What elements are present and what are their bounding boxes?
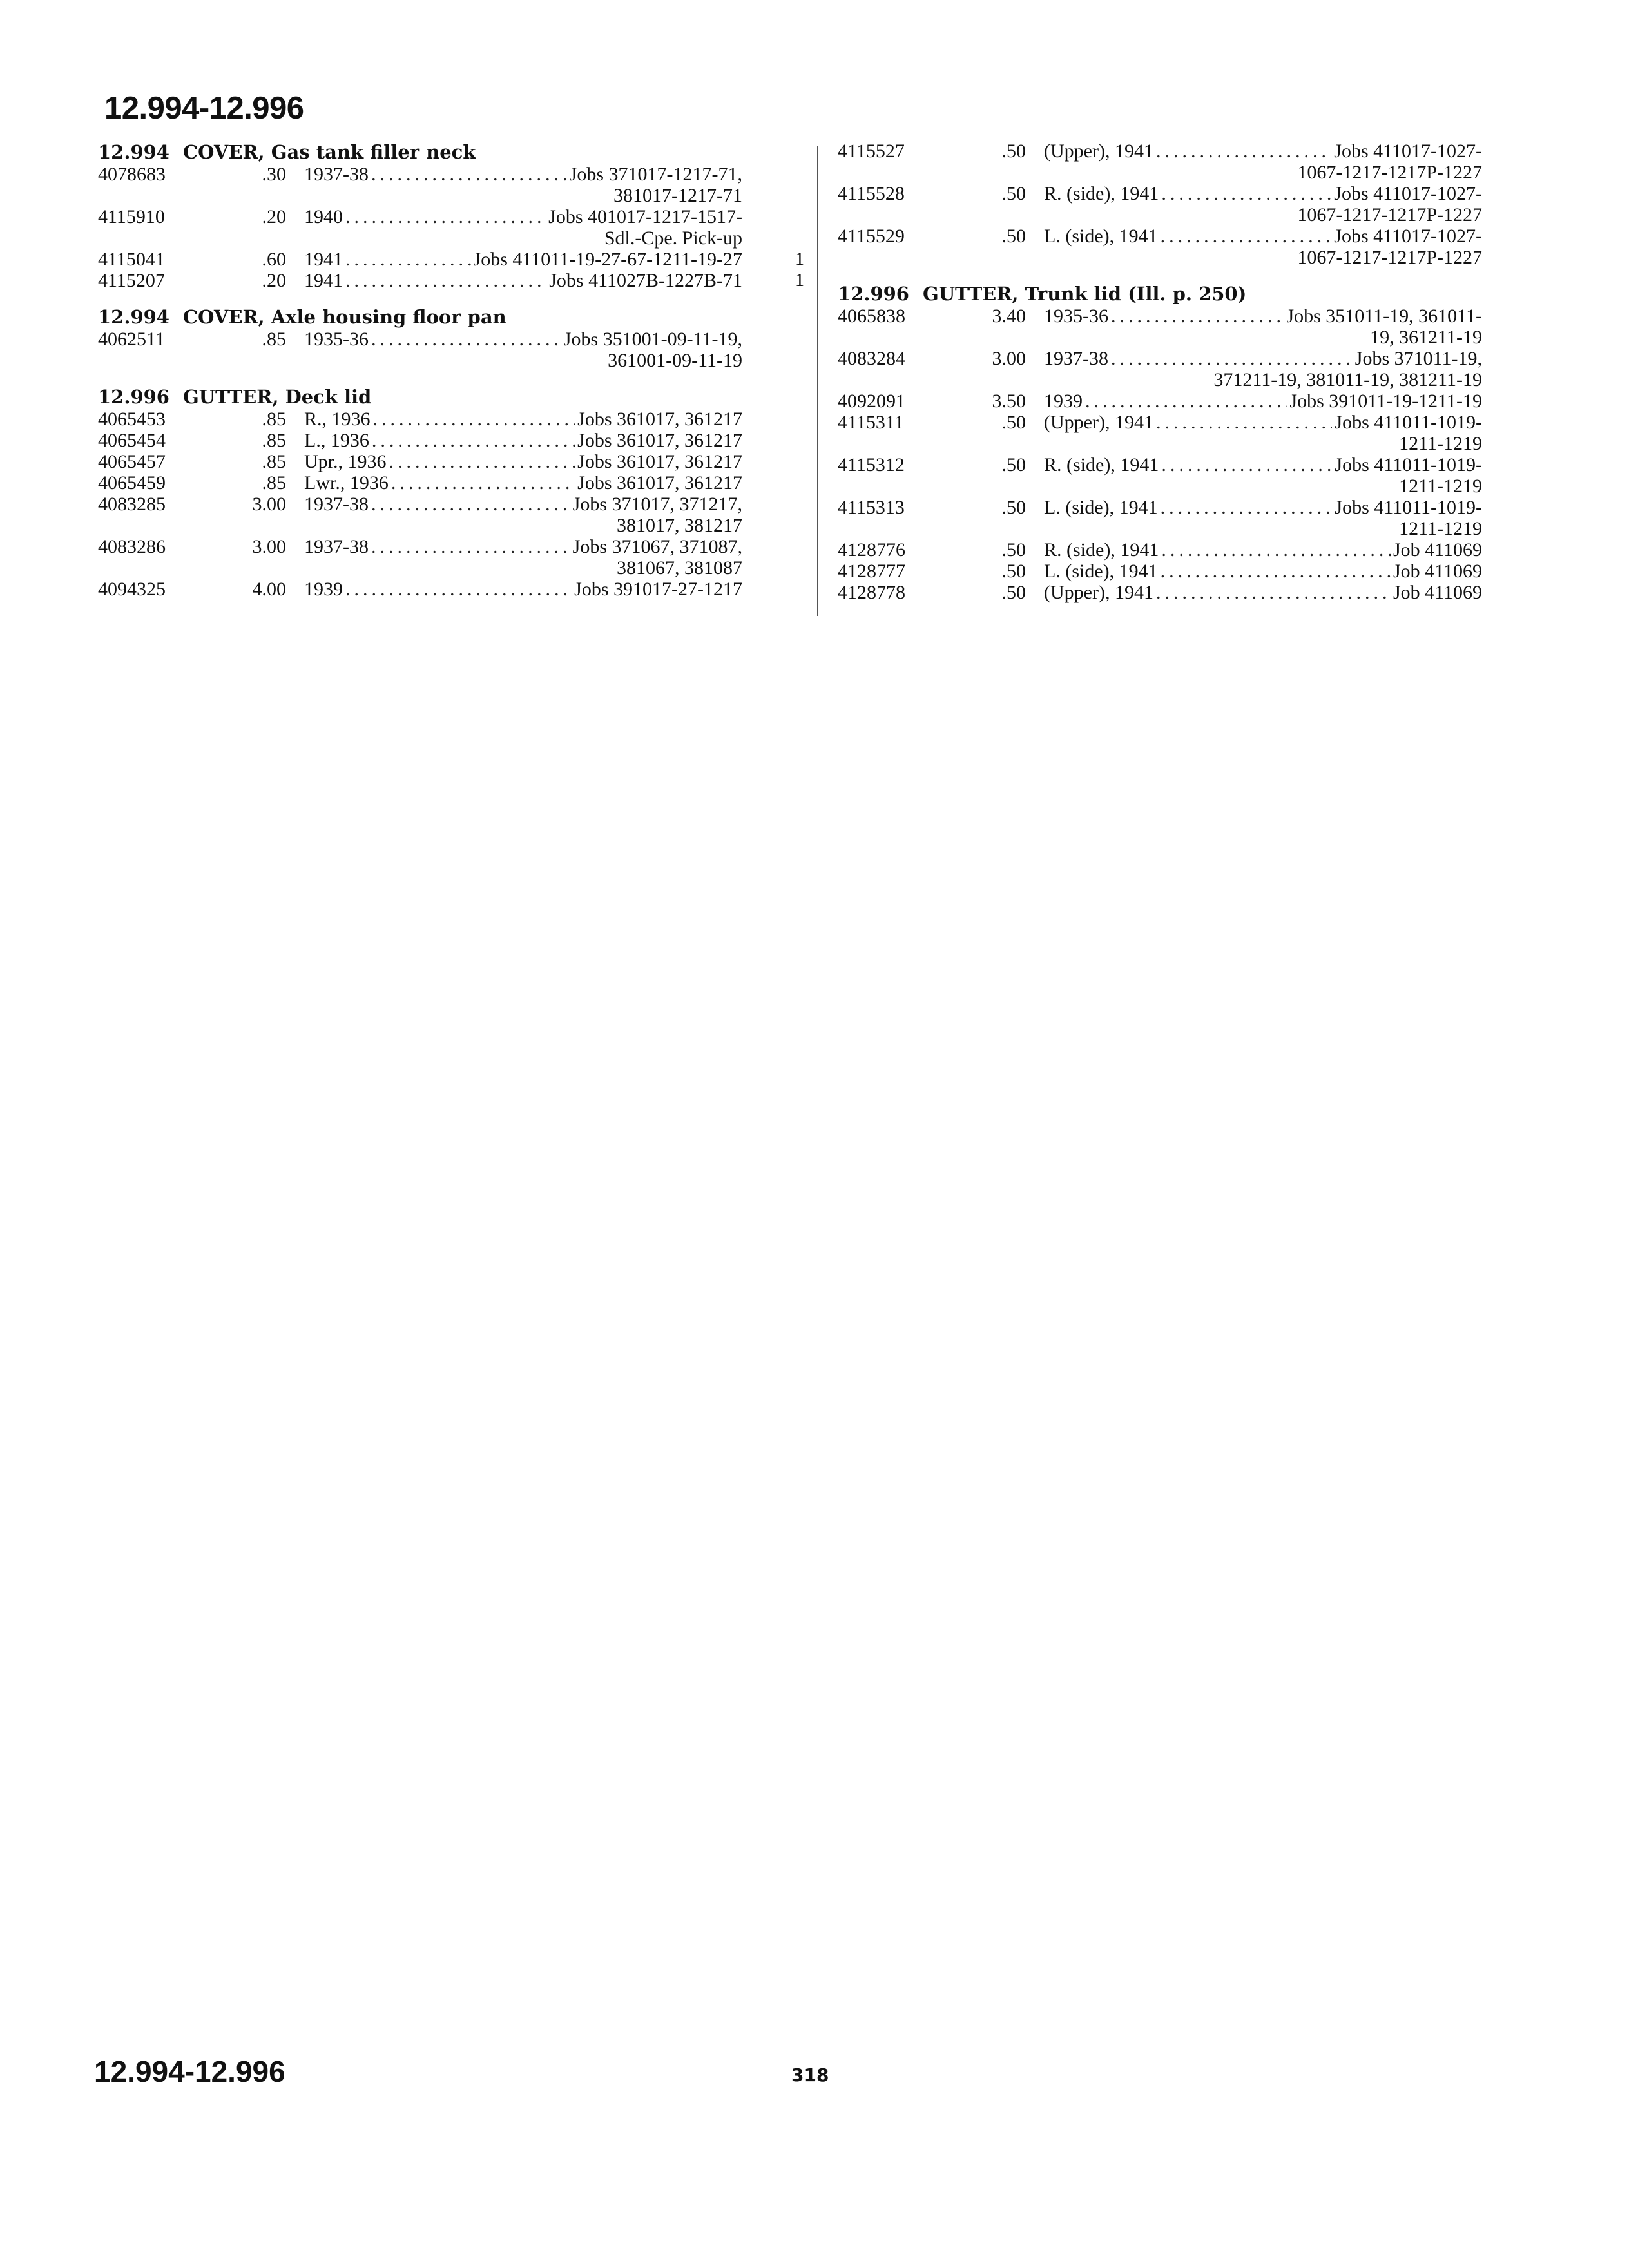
- job-numbers-continued: 19, 361211-19: [1370, 327, 1482, 348]
- entry-line: [98, 430, 742, 451]
- part-entry: [838, 561, 1482, 582]
- catalog-section: [98, 385, 742, 600]
- part-number: 4092091: [838, 390, 905, 412]
- part-price: 3.00: [252, 494, 286, 515]
- part-entry: [838, 539, 1482, 561]
- margin-mark: 1: [795, 249, 804, 269]
- job-numbers: Jobs 361017, 361217: [577, 451, 742, 472]
- part-price: .50: [1001, 582, 1026, 603]
- part-entry: [98, 249, 804, 270]
- part-description: 1937-38: [304, 164, 369, 185]
- column-divider: [817, 146, 818, 616]
- section-title: COVER, Axle housing floor pan: [183, 306, 506, 328]
- section-heading: [98, 140, 742, 164]
- part-number: 4065453: [98, 408, 166, 430]
- job-numbers: Job 411069: [1393, 561, 1482, 582]
- part-price: 3.40: [992, 305, 1026, 327]
- job-numbers-continued: 1211-1219: [1399, 518, 1482, 539]
- part-description: 1937-38: [304, 536, 369, 557]
- job-numbers-continued: 361001-09-11-19: [608, 350, 742, 371]
- part-price: .50: [1001, 226, 1026, 247]
- entry-line: [98, 164, 742, 185]
- part-entry: [838, 390, 1482, 412]
- job-numbers: Jobs 391011-19-1211-19: [1289, 390, 1482, 412]
- part-number: 4115529: [838, 226, 905, 247]
- job-numbers: Jobs 411027B-1227B-71: [549, 270, 742, 291]
- job-numbers: Jobs 411011-19-27-67-1211-19-27: [473, 249, 742, 270]
- part-price: 3.00: [252, 536, 286, 557]
- part-entry: [98, 164, 742, 206]
- part-number: 4115313: [838, 497, 905, 518]
- part-number: 4115207: [98, 270, 165, 291]
- job-numbers-continued: 381017, 381217: [617, 515, 742, 536]
- dot-leader: [389, 451, 575, 472]
- part-price: 3.50: [992, 390, 1026, 412]
- entry-line: [98, 408, 742, 430]
- job-numbers: Jobs 371017, 371217,: [572, 494, 742, 515]
- job-numbers: Jobs 411011-1019-: [1335, 454, 1482, 476]
- dot-leader: [1156, 412, 1332, 433]
- entry-line: [98, 451, 742, 472]
- part-number: 4065454: [98, 430, 166, 451]
- part-entry: [838, 412, 1482, 454]
- part-price: .50: [1001, 183, 1026, 204]
- part-number: 4083286: [98, 536, 166, 557]
- dot-leader: [1111, 348, 1353, 369]
- job-numbers-continued: 1211-1219: [1399, 433, 1482, 454]
- part-description: 1937-38: [304, 494, 369, 515]
- job-numbers: Jobs 411011-1019-: [1335, 497, 1482, 518]
- part-description: L., 1936: [304, 430, 369, 451]
- dot-leader: [371, 329, 561, 350]
- part-entry: [98, 270, 804, 291]
- job-numbers-continued: 1067-1217-1217P-1227: [1297, 204, 1482, 226]
- part-number: 4115910: [98, 206, 165, 227]
- part-description: 1941: [304, 270, 343, 291]
- section-number: 12.994: [98, 306, 169, 328]
- part-price: .50: [1001, 412, 1026, 433]
- dot-leader: [1156, 140, 1331, 162]
- part-number: 4078683: [98, 164, 166, 185]
- job-numbers: Jobs 371017-1217-71,: [569, 164, 742, 185]
- section-title: GUTTER, Trunk lid (Ill. p. 250): [923, 283, 1247, 305]
- entry-line: [838, 183, 1482, 204]
- job-numbers-continued: 1211-1219: [1399, 476, 1482, 497]
- entry-line: [838, 348, 1482, 369]
- part-price: .50: [1001, 497, 1026, 518]
- job-numbers: Jobs 361017, 361217: [577, 430, 742, 451]
- part-entry: [838, 226, 1482, 268]
- part-description: 1939: [1044, 390, 1083, 412]
- dot-leader: [345, 270, 546, 291]
- job-numbers: Jobs 411017-1027-: [1334, 140, 1482, 162]
- part-entry: [838, 140, 1482, 183]
- part-price: .50: [1001, 454, 1026, 476]
- dot-leader: [1161, 226, 1332, 247]
- part-description: 1940: [304, 206, 343, 227]
- part-description: R. (side), 1941: [1044, 539, 1159, 561]
- part-description: 1935-36: [1044, 305, 1108, 327]
- job-numbers: Jobs 391017-27-1217: [574, 579, 742, 600]
- job-numbers: Jobs 371011-19,: [1354, 348, 1482, 369]
- part-entry: [98, 408, 742, 430]
- part-description: 1939: [304, 579, 343, 600]
- part-entry: [98, 430, 742, 451]
- dot-leader: [1156, 582, 1391, 603]
- dot-leader: [1161, 497, 1333, 518]
- part-price: .85: [262, 329, 286, 350]
- part-description: Lwr., 1936: [304, 472, 389, 494]
- part-entry: [98, 472, 742, 494]
- part-price: .30: [262, 164, 286, 185]
- dot-leader: [1161, 539, 1391, 561]
- part-description: (Upper), 1941: [1044, 412, 1153, 433]
- part-number: 4065459: [98, 472, 166, 494]
- dot-leader: [1161, 561, 1391, 582]
- part-description: (Upper), 1941: [1044, 582, 1153, 603]
- dot-leader: [373, 408, 575, 430]
- part-entry: [98, 451, 742, 472]
- job-numbers: Jobs 351011-19, 361011-: [1286, 305, 1482, 327]
- dot-leader: [371, 164, 567, 185]
- part-number: 4115311: [838, 412, 904, 433]
- entry-line: [838, 561, 1482, 582]
- section-heading: [98, 305, 742, 329]
- part-entry: [98, 494, 742, 536]
- part-description: L. (side), 1941: [1044, 561, 1158, 582]
- entry-line: [838, 454, 1482, 476]
- dot-leader: [371, 494, 570, 515]
- part-entry: [838, 348, 1482, 390]
- dot-leader: [1161, 454, 1332, 476]
- job-numbers-continued: 371211-19, 381011-19, 381211-19: [1213, 369, 1482, 390]
- part-number: 4128777: [838, 561, 905, 582]
- part-description: L. (side), 1941: [1044, 226, 1158, 247]
- part-price: .20: [262, 206, 286, 227]
- entry-line: [98, 206, 742, 227]
- job-numbers: Jobs 401017-1217-1517-: [548, 206, 742, 227]
- part-description: R. (side), 1941: [1044, 183, 1159, 204]
- part-entry: [98, 206, 742, 249]
- part-entry: [98, 579, 742, 600]
- part-description: L. (side), 1941: [1044, 497, 1158, 518]
- catalog-section: [98, 305, 742, 371]
- part-price: .85: [262, 472, 286, 494]
- left-column: [98, 140, 804, 614]
- part-price: .60: [262, 249, 286, 270]
- entry-line: [838, 539, 1482, 561]
- part-number: 4128776: [838, 539, 905, 561]
- section-title: COVER, Gas tank filler neck: [183, 141, 476, 163]
- part-description: (Upper), 1941: [1044, 140, 1153, 162]
- right-column: [838, 140, 1482, 617]
- part-price: .50: [1001, 140, 1026, 162]
- section-number: 12.996: [838, 283, 909, 305]
- part-entry: [838, 497, 1482, 539]
- job-numbers: Jobs 411017-1027-: [1334, 183, 1482, 204]
- dot-leader: [372, 430, 575, 451]
- entry-line: [98, 329, 742, 350]
- footer-title: 12.994-12.996: [94, 2055, 285, 2088]
- entry-line: [838, 305, 1482, 327]
- catalog-section: [98, 140, 804, 291]
- entry-line: [98, 270, 742, 291]
- dot-leader: [1161, 183, 1331, 204]
- entry-line: [98, 536, 742, 557]
- entry-line: [838, 582, 1482, 603]
- part-price: 4.00: [252, 579, 286, 600]
- part-price: .85: [262, 408, 286, 430]
- part-entry: [838, 305, 1482, 348]
- entry-line: [838, 412, 1482, 433]
- section-heading: [98, 385, 742, 408]
- dot-leader: [371, 536, 570, 557]
- job-numbers-continued: Sdl.-Cpe. Pick-up: [604, 227, 742, 249]
- entry-line: [98, 249, 742, 270]
- job-numbers-continued: 1067-1217-1217P-1227: [1297, 162, 1482, 183]
- part-number: 4115041: [98, 249, 165, 270]
- part-entry: [838, 454, 1482, 497]
- section-heading: [838, 282, 1482, 305]
- part-description: 1941: [304, 249, 343, 270]
- part-description: R. (side), 1941: [1044, 454, 1159, 476]
- job-numbers-continued: 1067-1217-1217P-1227: [1297, 247, 1482, 268]
- part-number: 4083285: [98, 494, 166, 515]
- part-number: 4128778: [838, 582, 905, 603]
- page-number: 318: [791, 2064, 829, 2086]
- section-number: 12.996: [98, 386, 169, 408]
- part-entry: [838, 582, 1482, 603]
- dot-leader: [345, 249, 471, 270]
- part-entry: [98, 329, 742, 371]
- page-title: 12.994-12.996: [104, 91, 304, 126]
- dot-leader: [391, 472, 575, 494]
- part-number: 4115312: [838, 454, 905, 476]
- part-description: Upr., 1936: [304, 451, 387, 472]
- margin-mark: 1: [795, 271, 804, 291]
- section-title: GUTTER, Deck lid: [183, 386, 372, 408]
- entry-line: [98, 579, 742, 600]
- catalog-section: [838, 282, 1482, 603]
- part-price: .85: [262, 451, 286, 472]
- part-number: 4062511: [98, 329, 165, 350]
- part-number: 4065838: [838, 305, 905, 327]
- part-entry: [98, 536, 742, 579]
- part-number: 4115528: [838, 183, 905, 204]
- job-numbers: Jobs 351001-09-11-19,: [563, 329, 742, 350]
- part-description: 1937-38: [1044, 348, 1108, 369]
- job-numbers: Jobs 411011-1019-: [1335, 412, 1482, 433]
- entry-line: [838, 140, 1482, 162]
- part-description: R., 1936: [304, 408, 371, 430]
- job-numbers-continued: 381067, 381087: [617, 557, 742, 579]
- entry-line: [838, 226, 1482, 247]
- part-number: 4083284: [838, 348, 905, 369]
- part-number: 4065457: [98, 451, 166, 472]
- dot-leader: [1111, 305, 1284, 327]
- part-price: 3.00: [992, 348, 1026, 369]
- part-price: .50: [1001, 539, 1026, 561]
- part-number: 4094325: [98, 579, 166, 600]
- dot-leader: [345, 579, 572, 600]
- part-number: 4115527: [838, 140, 905, 162]
- job-numbers: Jobs 411017-1027-: [1334, 226, 1482, 247]
- job-numbers: Job 411069: [1393, 539, 1482, 561]
- job-numbers: Jobs 361017, 361217: [577, 408, 742, 430]
- catalog-section: [838, 140, 1482, 268]
- part-price: .50: [1001, 561, 1026, 582]
- job-numbers: Jobs 371067, 371087,: [572, 536, 742, 557]
- dot-leader: [345, 206, 546, 227]
- entry-line: [98, 494, 742, 515]
- job-numbers: Jobs 361017, 361217: [577, 472, 742, 494]
- entry-line: [838, 497, 1482, 518]
- section-number: 12.994: [98, 141, 169, 163]
- dot-leader: [1085, 390, 1287, 412]
- part-description: 1935-36: [304, 329, 369, 350]
- part-price: .85: [262, 430, 286, 451]
- part-price: .20: [262, 270, 286, 291]
- job-numbers: Job 411069: [1393, 582, 1482, 603]
- entry-line: [98, 472, 742, 494]
- entry-line: [838, 390, 1482, 412]
- job-numbers-continued: 381017-1217-71: [613, 185, 742, 206]
- part-entry: [838, 183, 1482, 226]
